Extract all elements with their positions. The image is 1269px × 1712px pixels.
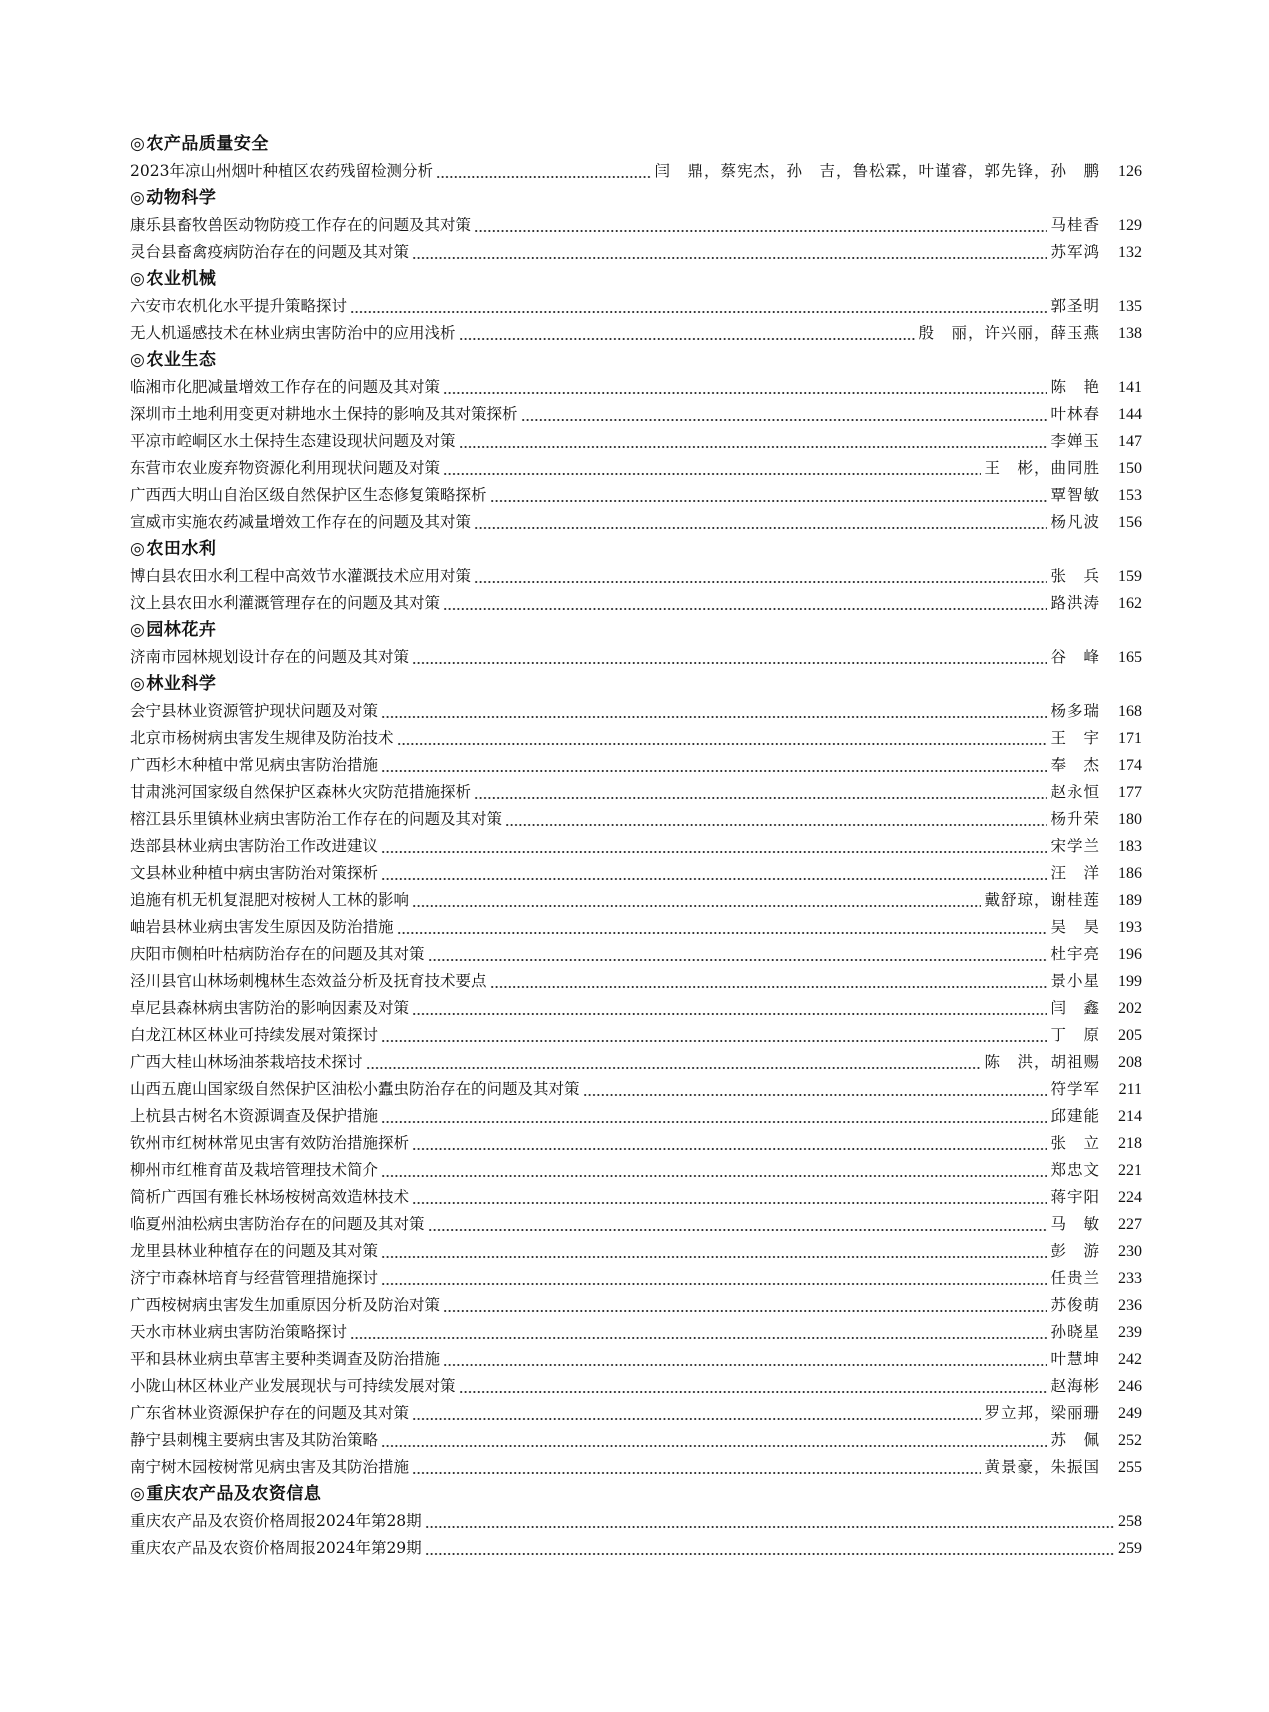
table-of-contents <box>130 131 1142 1562</box>
entry-page-number: 211 <box>1118 1081 1142 1098</box>
entry-title: 会宁县林业资源管护现状问题及对策 <box>130 702 379 720</box>
entry-title: 岫岩县林业病虫害发生原因及防治措施 <box>130 918 394 936</box>
dot-leader <box>443 1292 1047 1319</box>
toc-section <box>130 347 1142 536</box>
entry-title: 广东省林业资源保护存在的问题及其对策 <box>130 1404 410 1422</box>
toc-entry[interactable] <box>130 1184 1142 1211</box>
dot-leader <box>443 1346 1047 1373</box>
entry-authors: 张 立 <box>1050 1134 1100 1152</box>
entry-authors: 殷 丽，许兴丽，薛玉燕 <box>918 324 1100 342</box>
dot-leader <box>397 725 1048 752</box>
entry-authors: 叶慧坤 <box>1050 1350 1100 1368</box>
entry-title: 静宁县刺槐主要病虫害及其防治策略 <box>130 1431 379 1449</box>
dot-leader <box>412 887 981 914</box>
entry-title: 文县林业种植中病虫害防治对策探析 <box>130 864 379 882</box>
section-heading-text: 动物科学 <box>146 188 217 208</box>
entry-authors: 杜宇亮 <box>1050 945 1100 963</box>
section-heading <box>130 536 1142 563</box>
dot-leader <box>443 590 1047 617</box>
toc-entry[interactable] <box>130 968 1142 995</box>
section-bullet-icon: ◎ <box>130 539 146 559</box>
entry-title: 平和县林业病虫草害主要种类调查及防治措施 <box>130 1350 441 1368</box>
dot-leader <box>459 1373 1048 1400</box>
dot-leader <box>412 1400 981 1427</box>
section-bullet-icon: ◎ <box>130 1484 146 1504</box>
entry-page-number: 132 <box>1118 244 1142 261</box>
toc-entry[interactable] <box>130 320 1142 347</box>
entry-title: 东营市农业废弃物资源化利用现状问题及对策 <box>130 459 441 477</box>
entry-page-number: 180 <box>1118 811 1142 828</box>
toc-entry[interactable] <box>130 1319 1142 1346</box>
entry-authors: 符学军 <box>1050 1080 1100 1098</box>
toc-entry[interactable] <box>130 1373 1142 1400</box>
entry-page-number: 171 <box>1118 730 1142 747</box>
toc-entry[interactable] <box>130 914 1142 941</box>
toc-entry[interactable] <box>130 806 1142 833</box>
toc-section <box>130 536 1142 617</box>
dot-leader <box>350 293 1047 320</box>
entry-title: 南宁树木园桉树常见病虫害及其防治措施 <box>130 1458 410 1476</box>
section-entries <box>130 644 1142 671</box>
toc-entry[interactable] <box>130 1238 1142 1265</box>
toc-section <box>130 671 1142 1481</box>
toc-entry[interactable] <box>130 590 1142 617</box>
toc-section <box>130 617 1142 671</box>
toc-section <box>130 1481 1142 1562</box>
dot-leader <box>412 644 1047 671</box>
entry-page-number: 156 <box>1118 514 1142 531</box>
dot-leader <box>381 1238 1047 1265</box>
section-heading <box>130 347 1142 374</box>
section-heading <box>130 185 1142 212</box>
section-bullet-icon: ◎ <box>130 620 146 640</box>
section-entries <box>130 1508 1142 1562</box>
section-bullet-icon: ◎ <box>130 674 146 694</box>
toc-section <box>130 185 1142 266</box>
entry-page-number: 246 <box>1118 1378 1142 1395</box>
toc-entry[interactable] <box>130 995 1142 1022</box>
entry-authors: 苏俊萌 <box>1050 1296 1100 1314</box>
dot-leader <box>459 320 916 347</box>
entry-authors: 路洪涛 <box>1050 594 1100 612</box>
entry-title: 济南市园林规划设计存在的问题及其对策 <box>130 648 410 666</box>
entry-authors: 闫 鼎，蔡宪杰，孙 吉，鲁松霖，叶谨睿，郭先锋，孙 鹏 <box>654 162 1100 180</box>
entry-page-number: 208 <box>1118 1054 1142 1071</box>
section-heading <box>130 1481 1142 1508</box>
dot-leader <box>381 833 1047 860</box>
section-bullet-icon: ◎ <box>130 269 146 289</box>
dot-leader <box>521 401 1048 428</box>
entry-title: 山西五鹿山国家级自然保护区油松小蠹虫防治存在的问题及其对策 <box>130 1080 580 1098</box>
entry-authors: 叶林春 <box>1050 405 1100 423</box>
entry-authors: 戴舒琼，谢桂莲 <box>984 891 1100 909</box>
section-heading <box>130 266 1142 293</box>
toc-entry[interactable] <box>130 1535 1142 1562</box>
entry-page-number: 258 <box>1118 1513 1142 1530</box>
entry-authors: 郑忠文 <box>1050 1161 1100 1179</box>
toc-entry[interactable] <box>130 1508 1142 1535</box>
entry-page-number: 224 <box>1118 1189 1142 1206</box>
entry-title: 迭部县林业病虫害防治工作改进建议 <box>130 837 379 855</box>
toc-entry[interactable] <box>130 482 1142 509</box>
toc-entry[interactable] <box>130 239 1142 266</box>
toc-entry[interactable] <box>130 698 1142 725</box>
dot-leader <box>490 482 1048 509</box>
dot-leader <box>474 563 1047 590</box>
toc-section <box>130 266 1142 347</box>
entry-page-number: 230 <box>1118 1243 1142 1260</box>
entry-page-number: 159 <box>1118 568 1142 585</box>
dot-leader <box>397 914 1048 941</box>
entry-page-number: 141 <box>1118 379 1142 396</box>
dot-leader <box>412 1130 1047 1157</box>
dot-leader <box>381 1103 1047 1130</box>
dot-leader <box>412 995 1047 1022</box>
toc-entry[interactable] <box>130 1265 1142 1292</box>
entry-page-number: 150 <box>1118 460 1142 477</box>
section-heading-text: 重庆农产品及农资信息 <box>146 1484 322 1504</box>
dot-leader <box>425 1508 1115 1535</box>
entry-page-number: 233 <box>1118 1270 1142 1287</box>
entry-title: 泾川县官山林场刺槐林生态效益分析及抚育技术要点 <box>130 972 487 990</box>
dot-leader <box>381 1427 1047 1454</box>
entry-authors: 宋学兰 <box>1050 837 1100 855</box>
entry-authors: 赵海彬 <box>1050 1377 1100 1395</box>
toc-entry[interactable] <box>130 833 1142 860</box>
entry-authors: 赵永恒 <box>1050 783 1100 801</box>
entry-page-number: 255 <box>1118 1459 1142 1476</box>
entry-title: 重庆农产品及农资价格周报2024年第28期 <box>130 1512 422 1530</box>
entry-authors: 郭圣明 <box>1050 297 1100 315</box>
section-entries <box>130 698 1142 1481</box>
section-entries <box>130 158 1142 185</box>
toc-entry[interactable] <box>130 1157 1142 1184</box>
dot-leader <box>436 158 652 185</box>
entry-page-number: 177 <box>1118 784 1142 801</box>
entry-title: 深圳市土地利用变更对耕地水土保持的影响及其对策探析 <box>130 405 518 423</box>
dot-leader <box>425 1535 1115 1562</box>
entry-title: 北京市杨树病虫害发生规律及防治技术 <box>130 729 394 747</box>
entry-page-number: 174 <box>1118 757 1142 774</box>
section-entries <box>130 212 1142 266</box>
entry-title: 广西大桂山林场油茶栽培技术探讨 <box>130 1053 363 1071</box>
entry-page-number: 153 <box>1118 487 1142 504</box>
entry-authors: 覃智敏 <box>1050 486 1100 504</box>
toc-entry[interactable] <box>130 509 1142 536</box>
entry-authors: 杨多瑞 <box>1050 702 1100 720</box>
section-bullet-icon: ◎ <box>130 188 146 208</box>
entry-title: 平凉市崆峒区水土保持生态建设现状问题及对策 <box>130 432 456 450</box>
entry-title: 康乐县畜牧兽医动物防疫工作存在的问题及其对策 <box>130 216 472 234</box>
toc-entry[interactable] <box>130 158 1142 185</box>
entry-page-number: 147 <box>1118 433 1142 450</box>
entry-authors: 汪 洋 <box>1050 864 1100 882</box>
toc-entry[interactable] <box>130 374 1142 401</box>
entry-page-number: 189 <box>1118 892 1142 909</box>
entry-page-number: 129 <box>1118 217 1142 234</box>
toc-entry[interactable] <box>130 1049 1142 1076</box>
dot-leader <box>350 1319 1047 1346</box>
section-heading-text: 林业科学 <box>146 674 217 694</box>
entry-title: 广西桉树病虫害发生加重原因分析及防治对策 <box>130 1296 441 1314</box>
toc-entry[interactable] <box>130 1103 1142 1130</box>
entry-title: 追施有机无机复混肥对桉树人工林的影响 <box>130 891 410 909</box>
entry-page-number: 193 <box>1118 919 1142 936</box>
entry-authors: 王 宇 <box>1050 729 1100 747</box>
entry-title: 上杭县古树名木资源调查及保护措施 <box>130 1107 379 1125</box>
toc-entry[interactable] <box>130 779 1142 806</box>
dot-leader <box>428 1211 1048 1238</box>
section-heading-text: 园林花卉 <box>146 620 217 640</box>
entry-authors: 陈 艳 <box>1050 378 1100 396</box>
entry-authors: 苏军鸿 <box>1050 243 1100 261</box>
entry-title: 无人机遥感技术在林业病虫害防治中的应用浅析 <box>130 324 456 342</box>
entry-authors: 景小星 <box>1050 972 1100 990</box>
section-heading <box>130 131 1142 158</box>
entry-title: 广西西大明山自治区级自然保护区生态修复策略探析 <box>130 486 487 504</box>
dot-leader <box>474 779 1047 806</box>
entry-authors: 罗立邦，梁丽珊 <box>984 1404 1100 1422</box>
dot-leader <box>366 1049 982 1076</box>
toc-entry[interactable] <box>130 293 1142 320</box>
section-heading-text: 农产品质量安全 <box>146 134 269 154</box>
toc-entry[interactable] <box>130 212 1142 239</box>
dot-leader <box>443 374 1047 401</box>
entry-authors: 吴 昊 <box>1050 918 1100 936</box>
section-entries <box>130 563 1142 617</box>
entry-authors: 杨升荣 <box>1050 810 1100 828</box>
entry-title: 广西杉木种植中常见病虫害防治措施 <box>130 756 379 774</box>
dot-leader <box>474 212 1047 239</box>
entry-authors: 奉 杰 <box>1050 756 1100 774</box>
entry-page-number: 218 <box>1118 1135 1142 1152</box>
entry-authors: 孙晓星 <box>1050 1323 1100 1341</box>
entry-title: 济宁市森林培育与经营管理措施探讨 <box>130 1269 379 1287</box>
toc-entry[interactable] <box>130 1292 1142 1319</box>
entry-authors: 王 彬，曲同胜 <box>984 459 1100 477</box>
entry-title: 简析广西国有雅长林场桉树高效造林技术 <box>130 1188 410 1206</box>
section-heading <box>130 617 1142 644</box>
section-bullet-icon: ◎ <box>130 134 146 154</box>
toc-entry[interactable] <box>130 1454 1142 1481</box>
entry-authors: 陈 洪，胡祖赐 <box>984 1053 1100 1071</box>
section-heading-text: 农田水利 <box>146 539 217 559</box>
entry-page-number: 202 <box>1118 1000 1142 1017</box>
entry-authors: 杨凡波 <box>1050 513 1100 531</box>
toc-entry[interactable] <box>130 401 1142 428</box>
toc-entry[interactable] <box>130 1427 1142 1454</box>
toc-section <box>130 131 1142 185</box>
section-entries <box>130 374 1142 536</box>
entry-title: 重庆农产品及农资价格周报2024年第29期 <box>130 1539 422 1557</box>
section-heading <box>130 671 1142 698</box>
entry-page-number: 199 <box>1118 973 1142 990</box>
entry-page-number: 236 <box>1118 1297 1142 1314</box>
entry-authors: 马桂香 <box>1050 216 1100 234</box>
entry-authors: 张 兵 <box>1050 567 1100 585</box>
entry-page-number: 249 <box>1118 1405 1142 1422</box>
dot-leader <box>381 752 1047 779</box>
toc-entry[interactable] <box>130 1076 1142 1103</box>
entry-page-number: 165 <box>1118 649 1142 666</box>
toc-entry[interactable] <box>130 644 1142 671</box>
entry-title: 龙里县林业种植存在的问题及其对策 <box>130 1242 379 1260</box>
toc-entry[interactable] <box>130 887 1142 914</box>
toc-entry[interactable] <box>130 1346 1142 1373</box>
entry-authors: 蒋宇阳 <box>1050 1188 1100 1206</box>
dot-leader <box>381 698 1047 725</box>
entry-title: 博白县农田水利工程中高效节水灌溉技术应用对策 <box>130 567 472 585</box>
entry-authors: 马 敏 <box>1050 1215 1100 1233</box>
dot-leader <box>428 941 1048 968</box>
entry-title: 2023年凉山州烟叶种植区农药残留检测分析 <box>130 162 433 180</box>
entry-authors: 任贵兰 <box>1050 1269 1100 1287</box>
entry-page-number: 227 <box>1118 1216 1142 1233</box>
toc-entry[interactable] <box>130 428 1142 455</box>
toc-entry[interactable] <box>130 860 1142 887</box>
section-heading-text: 农业机械 <box>146 269 217 289</box>
entry-title: 小陇山林区林业产业发展现状与可持续发展对策 <box>130 1377 456 1395</box>
entry-page-number: 144 <box>1118 406 1142 423</box>
entry-page-number: 138 <box>1118 325 1142 342</box>
entry-page-number: 214 <box>1118 1108 1142 1125</box>
entry-page-number: 259 <box>1118 1540 1142 1557</box>
dot-leader <box>412 239 1047 266</box>
toc-entry[interactable] <box>130 1130 1142 1157</box>
toc-entry[interactable] <box>130 455 1142 482</box>
entry-title: 钦州市红树林常见虫害有效防治措施探析 <box>130 1134 410 1152</box>
toc-entry[interactable] <box>130 1022 1142 1049</box>
section-bullet-icon: ◎ <box>130 350 146 370</box>
entry-page-number: 183 <box>1118 838 1142 855</box>
entry-title: 卓尼县森林病虫害防治的影响因素及对策 <box>130 999 410 1017</box>
dot-leader <box>459 428 1048 455</box>
entry-page-number: 168 <box>1118 703 1142 720</box>
toc-entry[interactable] <box>130 725 1142 752</box>
entry-page-number: 135 <box>1118 298 1142 315</box>
dot-leader <box>505 806 1047 833</box>
entry-title: 甘肃洮河国家级自然保护区森林火灾防范措施探析 <box>130 783 472 801</box>
entry-page-number: 196 <box>1118 946 1142 963</box>
dot-leader <box>381 1157 1047 1184</box>
dot-leader <box>381 1265 1047 1292</box>
toc-entry[interactable] <box>130 1211 1142 1238</box>
toc-entry[interactable] <box>130 941 1142 968</box>
toc-entry[interactable] <box>130 1400 1142 1427</box>
entry-page-number: 239 <box>1118 1324 1142 1341</box>
toc-entry[interactable] <box>130 752 1142 779</box>
entry-authors: 丁 原 <box>1050 1026 1100 1044</box>
dot-leader <box>443 455 981 482</box>
entry-authors: 邱建能 <box>1050 1107 1100 1125</box>
dot-leader <box>412 1454 981 1481</box>
dot-leader <box>381 1022 1047 1049</box>
entry-page-number: 242 <box>1118 1351 1142 1368</box>
dot-leader <box>412 1184 1047 1211</box>
entry-authors: 闫 鑫 <box>1050 999 1100 1017</box>
entry-title: 榕江县乐里镇林业病虫害防治工作存在的问题及其对策 <box>130 810 503 828</box>
section-heading-text: 农业生态 <box>146 350 217 370</box>
entry-page-number: 162 <box>1118 595 1142 612</box>
entry-title: 汶上县农田水利灌溉管理存在的问题及其对策 <box>130 594 441 612</box>
entry-authors: 苏 佩 <box>1050 1431 1100 1449</box>
entry-authors: 谷 峰 <box>1050 648 1100 666</box>
entry-title: 宣威市实施农药减量增效工作存在的问题及其对策 <box>130 513 472 531</box>
entry-title: 天水市林业病虫害防治策略探讨 <box>130 1323 348 1341</box>
entry-title: 临夏州油松病虫害防治存在的问题及其对策 <box>130 1215 425 1233</box>
entry-page-number: 252 <box>1118 1432 1142 1449</box>
entry-title: 六安市农机化水平提升策略探讨 <box>130 297 348 315</box>
entry-page-number: 221 <box>1118 1162 1142 1179</box>
entry-page-number: 205 <box>1118 1027 1142 1044</box>
dot-leader <box>474 509 1047 536</box>
dot-leader <box>490 968 1048 995</box>
entry-page-number: 126 <box>1118 163 1142 180</box>
toc-entry[interactable] <box>130 563 1142 590</box>
section-entries <box>130 293 1142 347</box>
entry-authors: 黄景豪，朱振国 <box>984 1458 1100 1476</box>
dot-leader <box>583 1076 1048 1103</box>
entry-page-number: 186 <box>1118 865 1142 882</box>
entry-title: 柳州市红椎育苗及栽培管理技术简介 <box>130 1161 379 1179</box>
entry-authors: 彭 游 <box>1050 1242 1100 1260</box>
entry-title: 灵台县畜禽疫病防治存在的问题及其对策 <box>130 243 410 261</box>
entry-title: 临湘市化肥减量增效工作存在的问题及其对策 <box>130 378 441 396</box>
entry-authors: 李婵玉 <box>1050 432 1100 450</box>
entry-title: 白龙江林区林业可持续发展对策探讨 <box>130 1026 379 1044</box>
dot-leader <box>381 860 1047 887</box>
entry-title: 庆阳市侧柏叶枯病防治存在的问题及其对策 <box>130 945 425 963</box>
